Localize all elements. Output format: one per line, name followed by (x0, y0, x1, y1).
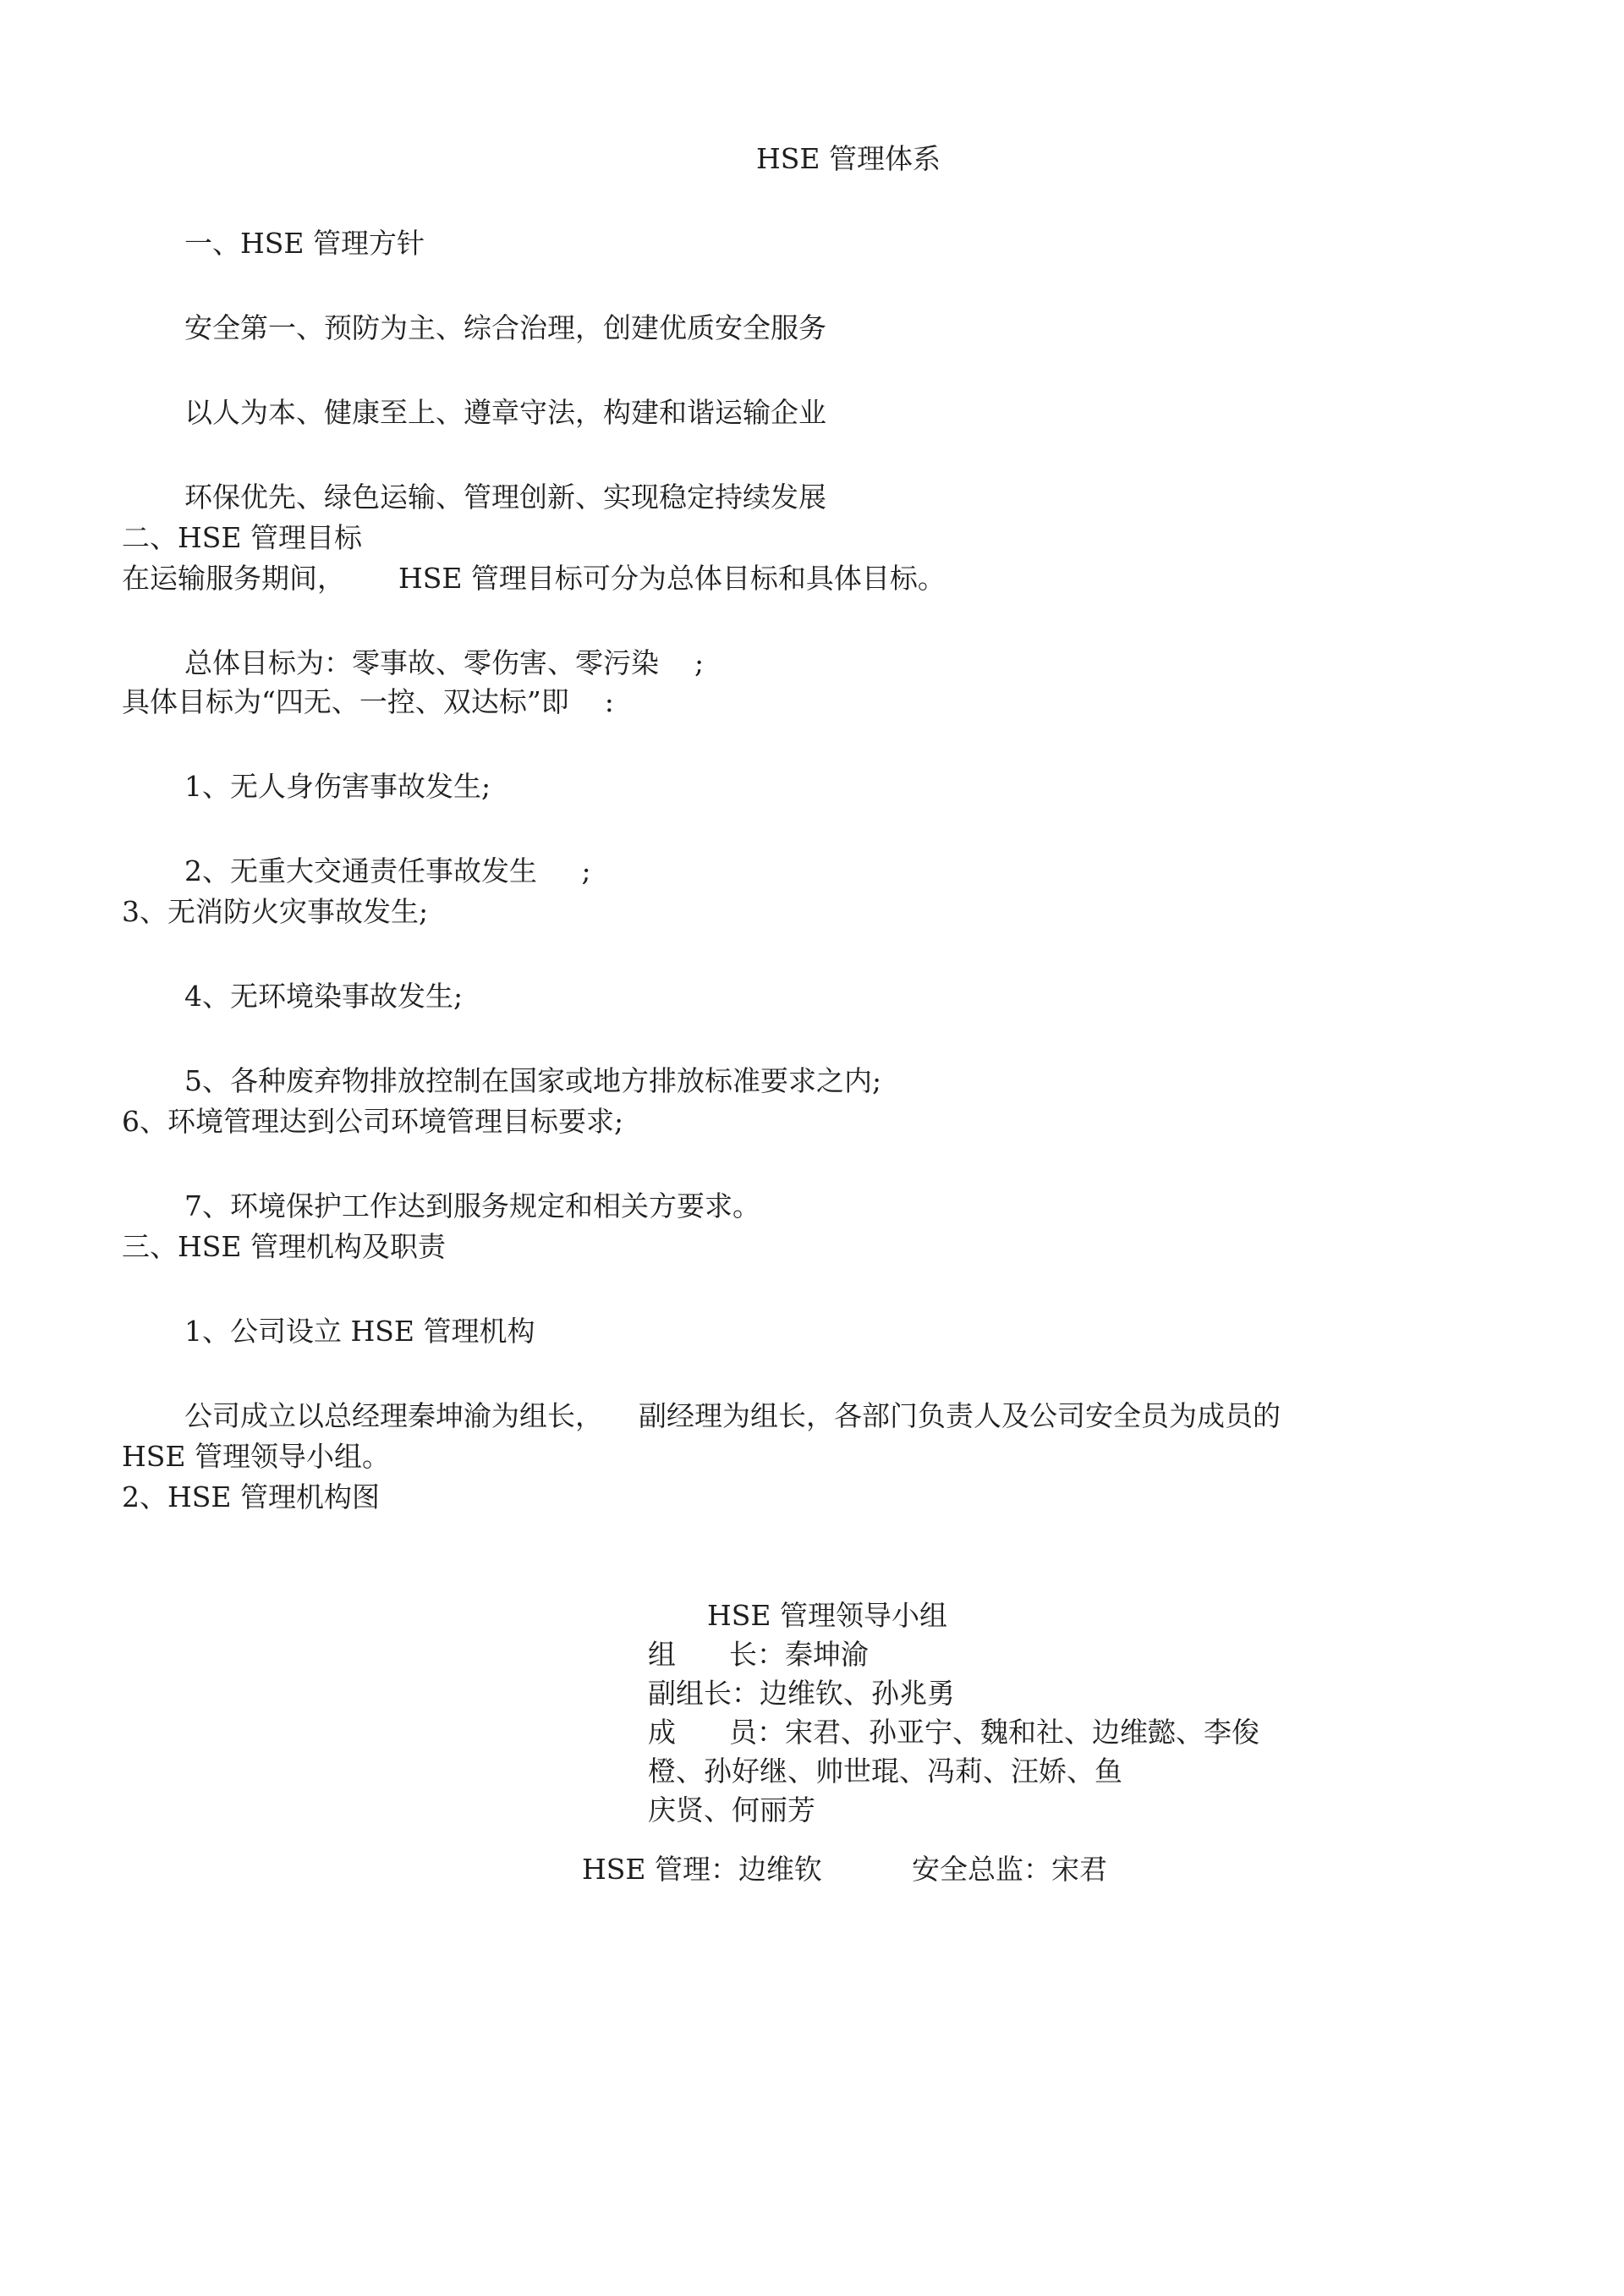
goal-item: 5、各种废弃物排放控制在国家或地方排放标准要求之内; (184, 1064, 882, 1097)
section-1-heading: 一、HSE 管理方针 (184, 227, 425, 260)
org-chart-title: HSE 管理领导小组 (707, 1599, 947, 1632)
section-2-heading: 二、HSE 管理目标 (122, 521, 362, 554)
organization-paragraph-cont: HSE 管理领导小组。 (122, 1440, 390, 1473)
organization-paragraph: 公司成立以总经理秦坤渝为组长， 副经理为组长，各部门负责人及公司安全员为成员的 (184, 1399, 1281, 1432)
document-title: HSE 管理体系 (756, 142, 941, 175)
org-leader: 组 长：秦坤渝 (648, 1638, 869, 1671)
goal-item: 7、环境保护工作达到服务规定和相关方要求。 (184, 1189, 760, 1222)
goal-item: 3、无消防火灾事故发生; (122, 895, 429, 928)
org-safety-director: 安全总监：宋君 (912, 1853, 1107, 1886)
policy-line-1: 安全第一、预防为主、综合治理，创建优质安全服务 (184, 311, 826, 344)
goals-intro: 在运输服务期间， HSE 管理目标可分为总体目标和具体目标。 (122, 562, 946, 595)
overall-goal: 总体目标为：零事故、零伤害、零污染 ; (184, 646, 705, 679)
goal-item: 2、无重大交通责任事故发生 ; (184, 854, 591, 887)
org-members-cont: 庆贤、何丽芳 (648, 1793, 815, 1826)
policy-line-3: 环保优先、绿色运输、管理创新、实现稳定持续发展 (184, 481, 826, 514)
org-hse-manager: HSE 管理：边维钦 (582, 1853, 822, 1886)
org-deputy: 副组长：边维钦、孙兆勇 (648, 1677, 955, 1710)
goal-item: 6、环境管理达到公司环境管理目标要求; (122, 1105, 624, 1138)
org-members: 成 员：宋君、孙亚宁、魏和社、边维懿、李俊 (648, 1716, 1259, 1749)
specific-goal: 具体目标为“四无、一控、双达标”即 : (122, 685, 614, 718)
policy-line-2: 以人为本、健康至上、遵章守法，构建和谐运输企业 (184, 396, 826, 429)
goal-item: 1、无人身伤害事故发生; (184, 770, 491, 803)
goal-item: 4、无环境染事故发生; (184, 980, 464, 1013)
org-members-cont: 橙、孙好继、帅世琨、冯莉、汪娇、鱼 (648, 1755, 1122, 1788)
section-3-sub-2: 2、HSE 管理机构图 (122, 1480, 380, 1513)
section-3-sub-1: 1、公司设立 HSE 管理机构 (184, 1315, 535, 1348)
section-3-heading: 三、HSE 管理机构及职责 (122, 1230, 446, 1263)
